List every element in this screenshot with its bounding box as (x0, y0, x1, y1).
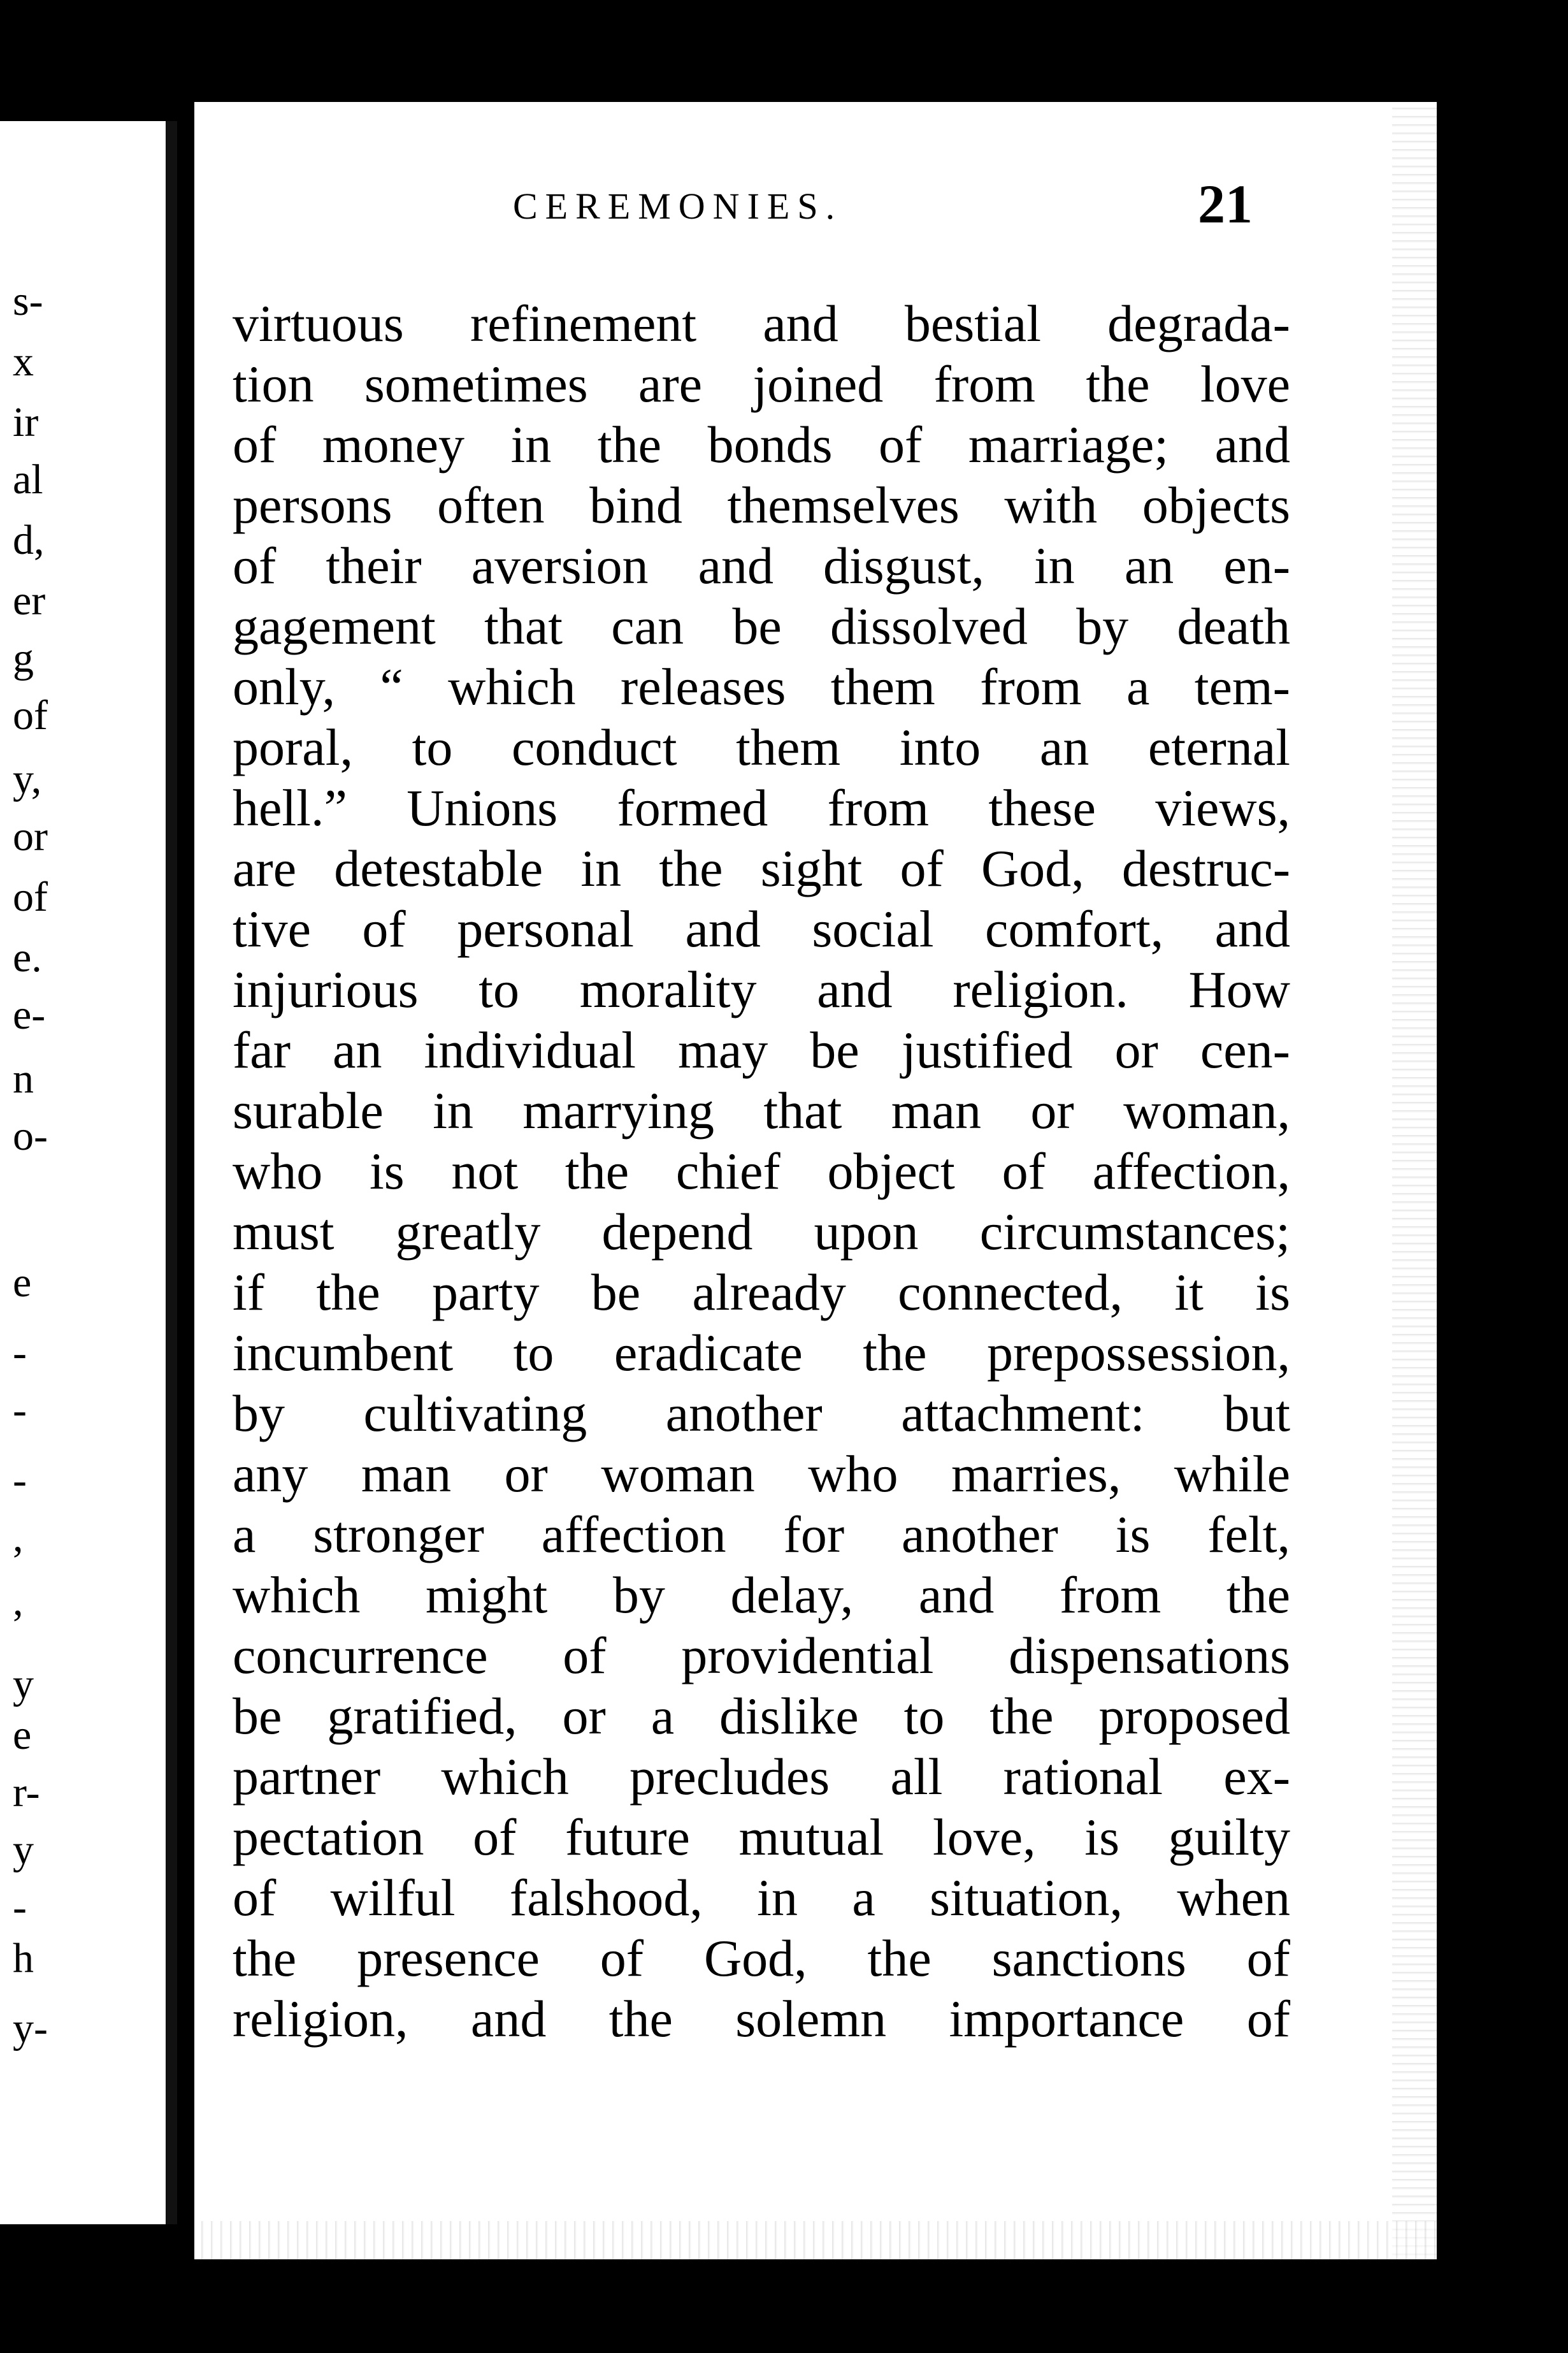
facing-fragment: or (13, 813, 48, 860)
facing-fragment: o- (13, 1113, 48, 1159)
text-line: virtuous refinement and bestial degrada- (233, 294, 1290, 352)
text-line: of their aversion and disgust, in an en- (233, 537, 1290, 595)
facing-fragment: g (13, 635, 34, 681)
facing-fragment: - (13, 1387, 27, 1433)
facing-fragment: n (13, 1055, 34, 1102)
text-line: must greatly depend upon circumstances; (233, 1203, 1290, 1261)
text-line: partner which precludes all rational ex- (233, 1748, 1290, 1806)
text-line: concurrence of providential dispensations (233, 1626, 1290, 1684)
facing-fragment: al (13, 456, 43, 503)
text-line: persons often bind themselves with objects (233, 476, 1290, 534)
facing-fragment: - (13, 1884, 27, 1930)
facing-fragment: , (13, 1578, 24, 1625)
running-head: CEREMONIES. (513, 185, 843, 227)
text-line: surable in marrying that man or woman, (233, 1082, 1290, 1140)
text-line: by cultivating another attachment: but (233, 1384, 1290, 1442)
facing-page-edge (0, 121, 177, 2224)
text-line: gagement that can be dissolved by death (233, 597, 1290, 655)
facing-fragment: er (13, 577, 46, 624)
facing-fragment: h (13, 1935, 34, 1981)
facing-fragment: , (13, 1514, 24, 1561)
text-line: far an individual may be justified or cen- (233, 1021, 1290, 1079)
text-line: incumbent to eradicate the prepossession, (233, 1324, 1290, 1382)
text-line: which might by delay, and from the (233, 1566, 1290, 1624)
text-line: who is not the chief object of affection, (233, 1142, 1290, 1200)
facing-fragment: - (13, 1329, 27, 1376)
facing-fragment: r- (13, 1769, 40, 1816)
text-line: pectation of future mutual love, is guilty (233, 1808, 1290, 1866)
facing-fragment: of (13, 692, 48, 739)
text-line: religion, and the solemn importance of (233, 1990, 1290, 2048)
facing-fragment: d, (13, 517, 45, 563)
text-line: are detestable in the sight of God, destruc- (233, 839, 1290, 897)
facing-fragment: e (13, 1712, 32, 1758)
text-line: if the party be already connected, it is (233, 1263, 1290, 1321)
facing-fragment: s- (13, 278, 43, 324)
text-line: injurious to morality and religion. How (233, 960, 1290, 1018)
facing-fragment: e (13, 1259, 32, 1306)
text-line: any man or woman who marries, while (233, 1445, 1290, 1503)
facing-fragment: y (13, 1661, 34, 1707)
text-line: of wilful falshood, in a situation, when (233, 1869, 1290, 1927)
facing-fragment: - (13, 1457, 27, 1503)
text-line: tive of personal and social comfort, and (233, 900, 1290, 958)
text-line: the presence of God, the sanctions of (233, 1929, 1290, 1987)
page-number: 21 (1198, 173, 1253, 235)
book-page (194, 102, 1437, 2259)
facing-fragment: of (13, 874, 48, 920)
text-line: of money in the bonds of marriage; and (233, 416, 1290, 474)
facing-fragment: x (13, 338, 34, 385)
text-line: tion sometimes are joined from the love (233, 355, 1290, 413)
facing-fragment: e. (13, 934, 42, 981)
facing-fragment: y- (13, 2005, 48, 2052)
page-edge-texture (194, 2221, 1437, 2259)
text-line: poral, to conduct them into an eternal (233, 718, 1290, 776)
facing-fragment: ir (13, 399, 39, 445)
facing-fragment: y (13, 1827, 34, 1873)
facing-fragment: y, (13, 756, 42, 802)
text-line: be gratified, or a dislike to the proposed (233, 1687, 1290, 1745)
text-line: only, “ which releases them from a tem- (233, 658, 1290, 716)
text-line: hell.” Unions formed from these views, (233, 779, 1290, 837)
facing-fragment: e- (13, 992, 46, 1038)
page-edge-texture (1392, 102, 1437, 2259)
text-line: a stronger affection for another is felt, (233, 1505, 1290, 1563)
body-text (233, 293, 1290, 2049)
